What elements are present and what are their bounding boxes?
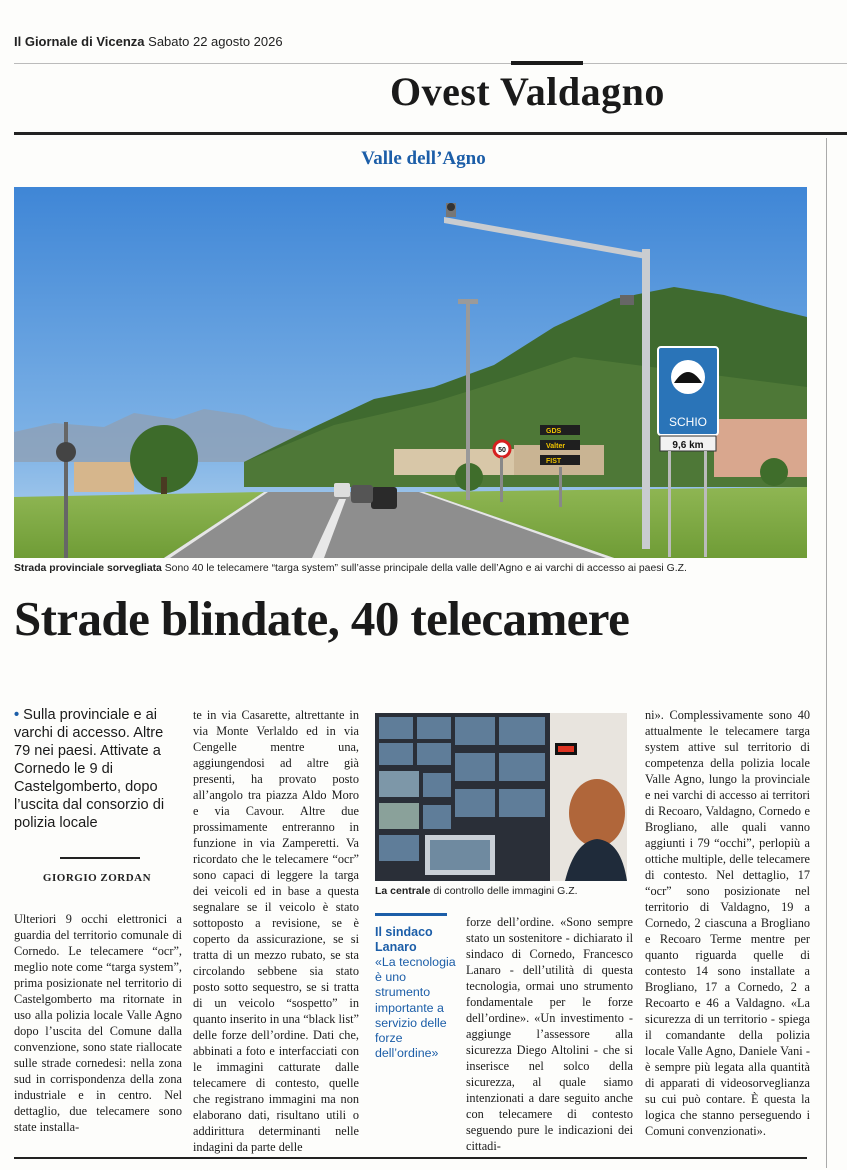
small-sign-1: GDS	[546, 428, 562, 435]
summary-text: Sulla provinciale e ai varchi di accesso. Altre 79 nei paesi. Attivate a Cornedo le 9 di Castelgomberto, dopo l’uscita dal consorzio di polizia locale	[14, 707, 165, 831]
body-text-4: ni». Complessivamente sono 40 attualmente le telecamere targa system attive sul territorio di competenza della polizia locale Valle Agno, lungo la provinciale e nei varchi di accesso ai territori di Recoaro, Valdagno, Cornedo e Brogliano, alle quali vanno aggiunti i 79 “occhi”, perlopiù a ottiche multiple, delle telecamere di contesto. Nel dettaglio, 17 “ocr” sono posizionate nel territorio di Valdagno, 19 a Cornedo, 2 ciascuna a Brogliano e Recoaro Terme mentre per quanto riguarda quelle di contesto 14 sono installate a Brogliano, 17 a Cornedo, 2 a Recoarto e 46 a Valdagno. «La sicurezza di un territorio - spiega il comandante della polizia locale Valle Agno, Daniele Vani - è sempre più legata alla quantità di apparati di videosorveglianza su cui può contare. È questa la logica che stanno perseguendo i Comuni convenzionati».	[645, 708, 810, 1138]
photo-caption-lead: Strada provinciale sorvegliata	[14, 563, 162, 574]
summary-bullet: •	[14, 707, 20, 723]
photo-caption-credit: G.Z.	[666, 563, 687, 574]
small-sign-2: Valter	[546, 443, 566, 450]
masthead	[14, 34, 283, 49]
bottom-rule	[14, 1157, 807, 1159]
control-room-photo	[375, 713, 627, 881]
pullquote-rule	[375, 913, 447, 916]
main-photo	[14, 187, 807, 558]
kicker: Valle dell’Agno	[361, 148, 486, 169]
speed-limit-label: 50	[498, 447, 506, 454]
top-rule	[14, 63, 847, 64]
inset-caption-text: di controllo delle immagini	[430, 885, 558, 897]
sign-distance-label: 9,6 km	[672, 440, 704, 451]
section-title: Ovest Valdagno	[390, 69, 665, 114]
byline-rule	[60, 857, 140, 859]
body-column-1	[14, 911, 182, 1135]
inset-caption-credit: G.Z.	[557, 885, 578, 897]
newspaper-name: Il Giornale di Vicenza	[14, 34, 145, 49]
photo-caption	[14, 563, 814, 574]
body-column-2	[193, 707, 359, 1155]
byline: GIORGIO ZORDAN	[42, 872, 152, 884]
pullquote-name: Il sindaco Lanaro	[375, 925, 433, 954]
small-sign-3: FIST	[546, 458, 562, 465]
body-column-3	[466, 914, 633, 1154]
section-accent-bar	[511, 61, 583, 65]
issue-date: Sabato 22 agosto 2026	[148, 34, 283, 49]
inset-caption-lead: La centrale	[375, 885, 431, 897]
body-text-2: te in via Casarette, altrettante in via Monte Verlaldo ed in via Cengelle mentre una, aggiungendosi ad altre già presenti, ha provato posto all’angolo tra piazza Aldo Moro e via Cavour. Altre due prossimamente entreranno in funzione in via Zamperetti. Va ricordato che le telecamere “ocr” sono capaci di leggere la targa dei veicoli ed in base a questa segnalare se il veicolo è stato sottoposto a revisione, se è coperto da assicurazione, se si tratta di un mezzo rubato, se sta circolando sebbene sia stato posto sotto sequestro, se si tratta di un veicolo “sospetto” in quanto inserito in una “black list” delle forze dell’ordine. Dati che, abbinati a foto e interfacciati con le immagini catturate dalle telecamere di contesto, quelle che registrano immagini ma non elaborano dati, risultano utili o addirittura determinanti nelle indagini da parte delle	[193, 708, 359, 1154]
headline: Strade blindate, 40 telecamere	[14, 591, 630, 646]
right-margin-rule	[826, 138, 827, 1168]
body-text-1: Ulteriori 9 occhi elettronici a guardia del territorio comunale di Cornedo. Le telecamere “ocr”, meglio note come “targa system”, prima posizionate nel territorio di Castelgomberto ma ritornate in uso alla polizia locale Valle Agno dopo l’uscita del Comune dalla convenzione, sono state riallocate sulle strade cornedesi: nella zona sud in corrispondenza della zona industriale e in centro. Nel dettaglio, due telecamere sono state installa-	[14, 912, 182, 1134]
photo-caption-text: Sono 40 le telecamere “targa system” sull’asse principale della valle dell’Agno e ai varchi di accesso ai paesi	[161, 563, 667, 574]
summary	[14, 706, 180, 832]
inset-caption	[375, 885, 635, 897]
body-text-3: forze dell’ordine. «Sono sempre stato un sostenitore - dichiarato il sindaco di Cornedo, Francesco Lanaro - dell’utilità di questa tecnologia, ormai uno strumento fondamentale per le forze dell’ordine». «Un investimento - aggiunge l’assessore alla sicurezza Diego Altolini - che si inserisce nel solco della sicurezza, al quale siamo intenzionati a dare seguito anche con telecamere di contesto seguendo pure le indicazioni dei cittadi-	[466, 915, 633, 1153]
section-rule	[14, 132, 847, 135]
body-column-4	[645, 707, 810, 1139]
pullquote-text: «La tecnologia è uno strumento importante a servizio delle forze dell’ordine»	[375, 955, 456, 1061]
sign-city-label: SCHIO	[668, 415, 708, 429]
